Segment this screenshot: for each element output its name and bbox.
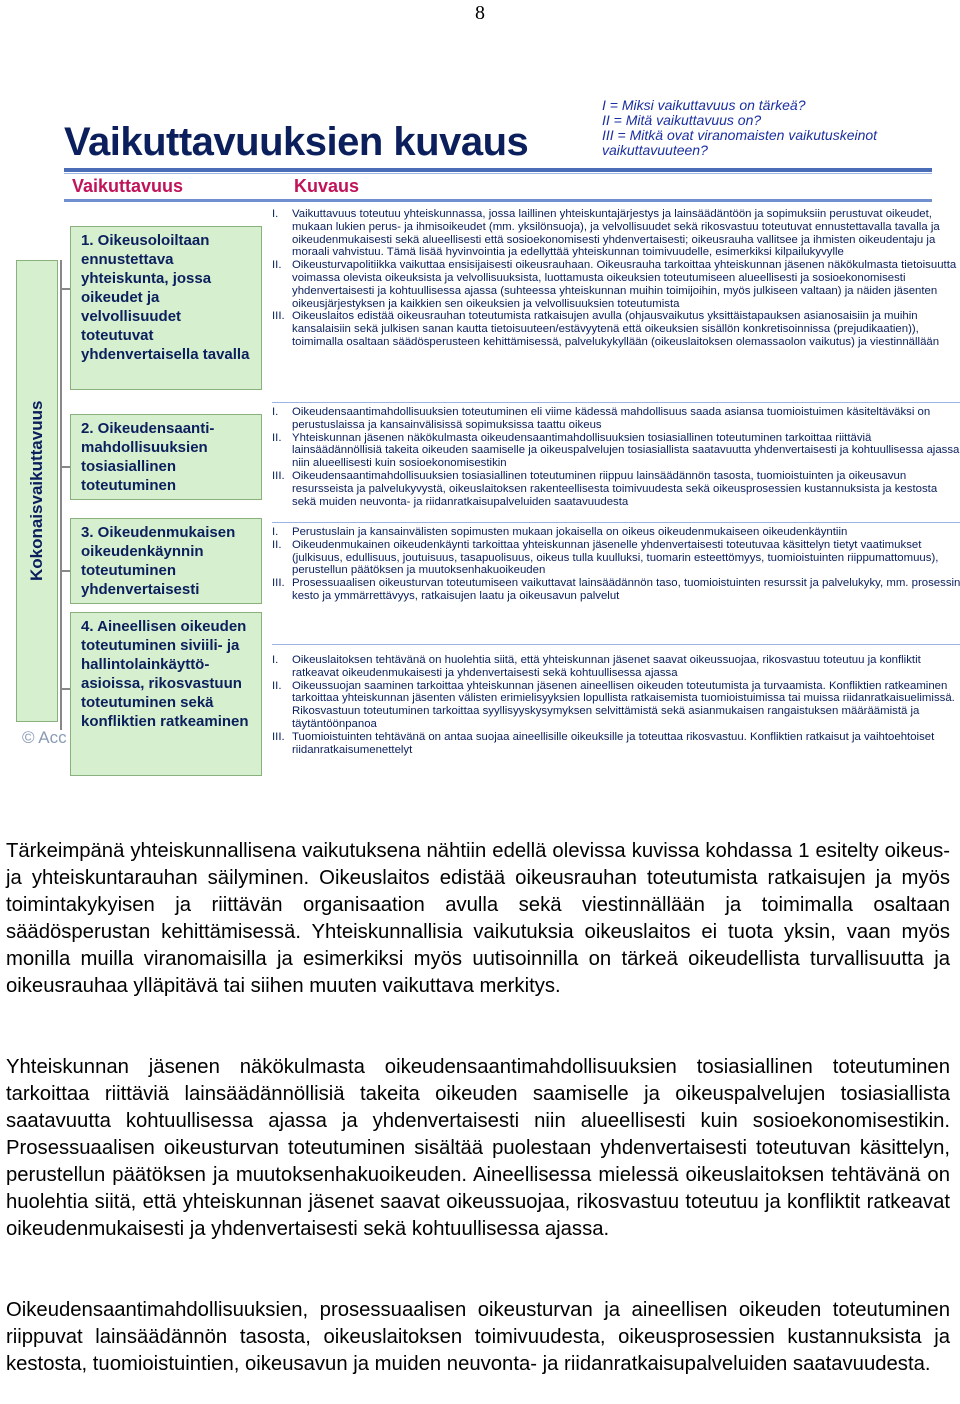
paragraph-text: Yhteiskunnan jäsenen näkökulmasta oikeudensaantimahdollisuuksien tosiasiallinen toteutuminen tarkoittaa riittäviä lainsäädännöllisiä takeita oikeuden saamiselle ja oikeuspalvelujen tosiasiallista saatavuutta kohtuullisessa ajassa ja yhdenvertaisesti niin alueellisesti kuin sosioekonomisestikin. Prosessuaalisen oikeusturvan toteutuminen sisältää puolestaan yhdenvertaisesti toteutuvan käsittelyn, perustellun päätöksen ja muutoksenhakuoikeuden. Aineellisessa mielessä oikeuslaitoksen tehtävänä on huolehtia siitä, että yhteiskunnan jäsenet saavat oikeussuojaa, rikosvastuu toteutuu ja konfliktit ratkeavat oikeudenmukaisesti ja yhdenvertaisesti sekä kohtuullisessa ajassa. xyxy=(6,1056,950,1240)
overall-effectiveness-bar xyxy=(16,260,58,722)
item-numeral: I. xyxy=(272,526,279,538)
paragraph-text: Oikeudensaantimahdollisuuksien, prosessuaalisen oikeusturvan ja aineellisen oikeuden toteutuminen riippuvat lainsäädännön tasosta, oikeuslaitoksen toimivuudesta, oikeusprosessien kustannuksista ja kestosta, tuomioistuintien, oikeusavun ja muiden neuvonta- ja riidanratkaisupalveluiden saatavuudesta. xyxy=(6,1299,950,1375)
legend-line: III = Mitkä ovat viranomaisten vaikutuskeinot xyxy=(602,127,878,143)
item-numeral: III. xyxy=(272,469,285,482)
legend-line: II = Mitä vaikuttavuus on? xyxy=(602,112,762,128)
title-rule xyxy=(64,168,932,172)
title-rule-thin xyxy=(64,173,932,174)
description-item xyxy=(272,731,960,757)
effectiveness-box-4: 4. Aineellisen oikeuden toteutuminen siviili- ja hallintolainkäyttö-asioissa, rikosvastuun toteutuminen sekä konfliktien ratkeaminen xyxy=(70,612,262,776)
effectiveness-box-2: 2. Oikeudensaanti-mahdollisuuksien tosiasiallinen toteutuminen xyxy=(70,414,262,500)
description-item xyxy=(272,406,960,432)
figure-title: Vaikuttavuuksien kuvaus xyxy=(64,120,529,164)
item-numeral: II. xyxy=(272,431,282,444)
vertical-label: Kokonaisvaikuttavuus xyxy=(27,400,46,582)
item-numeral: III. xyxy=(272,730,285,743)
description-item xyxy=(272,526,960,539)
effectiveness-box-1: 1. Oikeusoloiltaan ennustettava yhteiskunta, jossa oikeudet ja velvollisuudet toteutuvat yhdenvertaisella tavalla xyxy=(70,226,262,390)
group-separator xyxy=(272,644,960,645)
paragraph-text: Tärkeimpänä yhteiskunnallisena vaikutuksena nähtiin edellä olevissa kuvissa kohdassa 1 esitelty oikeus- ja yhteiskuntarauhan säilyminen. Oikeuslaitos edistää oikeusrauhan toteutumista ratkaisujen ja myös toimintakykyisen ja riittävän organisaation avulla sekä viestinnällään ja toimimalla osaltaan säädösperustan kehittämisessä. Yhteiskunnallisia vaikutuksia oikeuslaitos ei tuota yksin, vaan myös monilla muilla viranomaisilla ja esimerkiksi myös uutisoinnilla on tärkeä oikeudellista turvallisuutta ja oikeusrauhaa ylläpitävä tai siihen muuten vaikuttava merkitys. xyxy=(6,840,950,997)
group-separator xyxy=(272,402,960,403)
description-item xyxy=(272,654,960,680)
tree-branch xyxy=(60,570,70,572)
item-text: Vaikuttavuus toteutuu yhteiskunnassa, jossa laillinen yhteiskuntajärjestys ja lainsäädäntöön ja sopimuksiin perustuvat oikeudet, mukaan lukien perus- ja ihmisoikeudet (mm. yksilönsuoja), ja velvollisuudet sekä rikosvastuu toteutuvat ennustettavalla tavalla ja oikeudenmukaisesti sekä alueellisesti että sosioekonomisesti yhdenvertaisesti; oikeusrauha vallitsee ja ihmisten oikeudentaju ja moraali vahvistuu. Tämä lisää hyvinvointia ja edellyttää yhteiskunnan toimivuudelle, esimerkiksi kilpailukyvylle xyxy=(292,208,940,259)
item-numeral: III. xyxy=(272,310,285,323)
item-numeral: II. xyxy=(272,679,282,692)
tree-branch xyxy=(60,466,70,468)
description-group-2 xyxy=(272,406,960,508)
item-text: Oikeussuojan saaminen tarkoittaa yhteiskunnan jäsenen aineellisen oikeuden toteutumista ja turvaamista. Konfliktien ratkeaminen tarkoittaa yhteiskunnan jäsenten välisten erimielisyyksien lopullista ratkaisemista tuomioistuimissa tai muissa riidanratkaisuelimissä. Rikosvastuun toteutuminen tarkoittaa syyllisyyskysymyksen selvittämistä sekä asianmukaisen rangaistuksen määräämistä ja täytäntöönpanoa xyxy=(292,679,955,730)
header-rule xyxy=(64,199,932,202)
description-group-3 xyxy=(272,526,960,603)
item-numeral: I. xyxy=(272,208,279,220)
description-item xyxy=(272,539,960,577)
figure-legend xyxy=(602,98,877,158)
body-paragraph-1 xyxy=(6,838,950,1000)
description-item xyxy=(272,310,960,348)
item-text: Perustuslain ja kansainvälisten sopimusten mukaan jokaisella on oikeus oikeudenmukaiseen oikeudenkäyntiin xyxy=(292,526,848,538)
item-text: Oikeuslaitos edistää oikeusrauhan toteutumista ratkaisujen avulla (ohjausvaikutus yksittäistapauksen asianosaisiin ja muihin kansalaisiin sekä julkisen sanan kautta tietoisuuteen/estävyytenä että oikeuksien sisällön konkretisoinnissa (prejudikaatien)), toimimalla osaltaan säädösperusteen kehittämisessä, palvelukykyllään (oikeuslaitoksen olemassaolon vaikutus) ja viestinnällään xyxy=(292,310,940,348)
item-text: Oikeusturvapolitiikka vaikuttaa ensisijaisesti oikeusrauhaan. Oikeusrauha tarkoittaa yhteiskunnan jäsenen näkökulmasta tietoisuutta voimassa olevista oikeuksista ja velvollisuuksista, luottamusta oikeuksien toteutumiseen alueellisesti ja sosioekonomisesti yhdenvertaisesti ja kohtuullisessa ajassa (suhteessa yhteiskunnan muihin toimijoihin, myös julkiseen valtaan) ja näiden jäsenten oikeusjärjestyksen ja kaikkien sen oikeuksien ja velvollisuuksien toteutumista xyxy=(292,259,957,310)
item-numeral: III. xyxy=(272,577,285,590)
tree-branch xyxy=(60,288,70,290)
description-group-4 xyxy=(272,654,960,756)
item-text: Prosessuaalisen oikeusturvan toteutumiseen vaikuttavat lainsäädännön taso, tuomioistuinten resurssit ja palvelukyky, mm. prosessin kesto ja ymmärrettävyys, ratkaisujen laatu ja oikeusavun palvelut xyxy=(292,577,960,602)
tree-connector xyxy=(60,260,62,730)
copyright-mark: © Acc xyxy=(22,728,67,747)
body-paragraph-2 xyxy=(6,1054,950,1243)
item-text: Oikeudensaantimahdollisuuksien toteutuminen eli viime kädessä mahdollisuus saada asiansa tuomioistuimen käsiteltäväksi on perustuslaissa ja kansainvälisissä sopimuksissa taattu oikeus xyxy=(292,406,931,431)
column-header-effectiveness: Vaikuttavuus xyxy=(72,176,184,196)
item-text: Oikeudenmukainen oikeudenkäynti tarkoittaa yhteiskunnan jäsenelle yhdenvertaisesti toteutuvaa käsittelyn tietyt vaatimukset (julkisuus, edullisuus, joutuisuus, tasapuolisuus, oikeus tulla kuulluksi, tuomarin esteettömyys, tuomioistuinten riippumattomuus), perustellun päätöksen ja muutoksenhakuoikeuden xyxy=(292,538,939,577)
description-group-1 xyxy=(272,208,960,349)
description-item xyxy=(272,259,960,310)
page-number: 8 xyxy=(475,2,485,24)
item-text: Oikeuslaitoksen tehtävänä on huolehtia siitä, että yhteiskunnan jäsenet saavat oikeussuojaa, rikosvastuu toteutuu ja konfliktit ratkeavat oikeudenmukaisesti ja yhdenvertaisesti sekä kohtuullisessa ajassa xyxy=(292,654,921,679)
item-text: Tuomioistuinten tehtävänä on antaa suojaa aineellisille oikeuksille ja toteuttaa rikosvastuu. Konfliktien ratkaisut ja vaihtoehtoiset riidanratkaisumenettelyt xyxy=(292,730,935,756)
legend-line: I = Miksi vaikuttavuus on tärkeä? xyxy=(602,97,806,113)
item-numeral: II. xyxy=(272,538,282,551)
item-numeral: I. xyxy=(272,654,279,666)
column-header-description: Kuvaus xyxy=(294,176,360,196)
tree-branch xyxy=(60,688,70,690)
item-numeral: II. xyxy=(272,259,282,272)
description-item xyxy=(272,470,960,508)
description-item xyxy=(272,577,960,603)
item-text: Oikeudensaantimahdollisuuksien tosiasiallinen toteutuminen riippuu lainsäädännön tasosta, tuomioistuinten ja oikeusavun resursseista ja palvelukyvystä, oikeuslaitoksen rakenteellisesta toimivuudesta sekä oikeusprosessien kustannuksista ja kestosta sekä muiden neuvonta- ja riidanratkaisupalveluiden saatavuudesta xyxy=(292,469,938,508)
body-paragraph-3 xyxy=(6,1297,950,1378)
effectiveness-figure xyxy=(10,88,960,780)
description-item xyxy=(272,208,960,259)
item-numeral: I. xyxy=(272,406,279,418)
description-item xyxy=(272,680,960,731)
item-text: Yhteiskunnan jäsenen näkökulmasta oikeudensaantimahdollisuuksien tosiasiallinen toteutuminen tarkoittaa riittäviä lainsäädännöllisiä takeita oikeuden saamiselle ja oikeuspalvelujen tosiasiallista saatavuutta yhdenvertaisesti ja kohtuullisessa ajassa niin alueellisesti kuin sosioekonomisestikin xyxy=(292,431,960,470)
legend-line: vaikuttavuuteen? xyxy=(602,142,708,158)
effectiveness-box-3: 3. Oikeudenmukaisen oikeudenkäynnin toteutuminen yhdenvertaisesti xyxy=(70,518,262,604)
group-separator xyxy=(272,522,960,523)
description-item xyxy=(272,432,960,470)
